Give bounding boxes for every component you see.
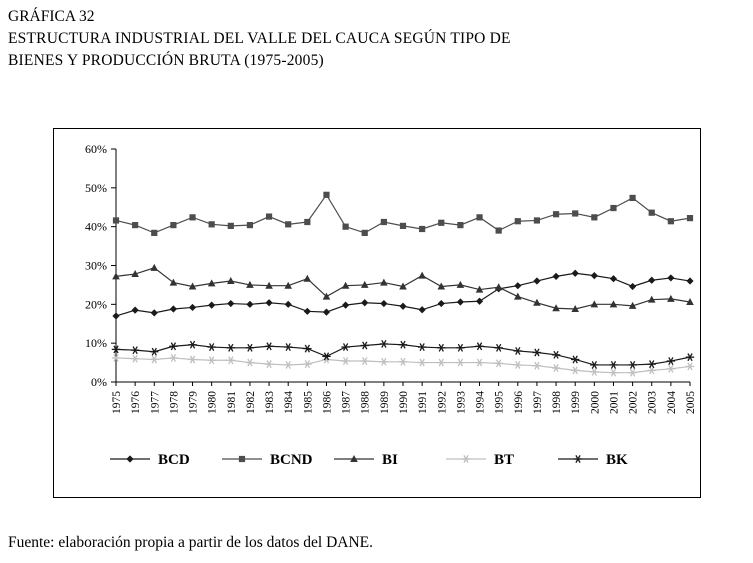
data-point — [419, 226, 425, 232]
data-point — [189, 304, 196, 311]
data-point — [399, 358, 407, 365]
data-point — [438, 300, 445, 307]
data-point — [227, 357, 235, 364]
data-point — [572, 270, 579, 277]
data-point — [150, 348, 158, 355]
source-note: Fuente: elaboración propia a partir de los datos del DANE. — [8, 534, 373, 551]
data-point — [591, 214, 597, 220]
data-point — [247, 222, 253, 228]
data-point — [361, 342, 369, 349]
x-tick-label: 1979 — [187, 391, 200, 414]
data-point — [437, 344, 445, 351]
series-bcnd — [113, 192, 693, 236]
data-point — [113, 217, 119, 223]
data-point — [668, 218, 674, 224]
data-point — [571, 356, 579, 363]
data-point — [246, 344, 254, 351]
data-point — [437, 359, 445, 366]
x-tick-label: 1995 — [493, 391, 506, 414]
data-point — [246, 301, 253, 308]
y-tick-label: 10% — [85, 336, 107, 351]
page-title — [8, 6, 748, 72]
data-point — [572, 210, 578, 216]
data-point — [228, 223, 234, 229]
data-point — [590, 368, 598, 375]
x-tick-label: 1998 — [551, 390, 564, 414]
series-bk — [112, 340, 694, 368]
data-point — [418, 343, 426, 350]
x-tick-label: 1993 — [455, 391, 468, 414]
data-point — [304, 308, 311, 315]
x-tick-label: 1982 — [244, 391, 257, 414]
legend-label: BCD — [158, 452, 190, 468]
x-tick-label: 1980 — [206, 391, 219, 414]
y-tick-label: 20% — [85, 297, 107, 312]
data-point — [628, 369, 636, 376]
x-tick-label: 2002 — [627, 391, 640, 414]
data-point — [571, 367, 579, 374]
data-point — [494, 344, 502, 351]
data-point — [419, 306, 426, 313]
data-point — [150, 356, 158, 363]
data-point — [514, 361, 522, 368]
legend-item-bcnd[interactable] — [222, 452, 313, 468]
data-point — [667, 365, 675, 372]
x-tick-label: 1997 — [531, 391, 544, 414]
chart-container — [53, 128, 701, 498]
data-point — [304, 219, 310, 225]
data-point — [361, 357, 369, 364]
data-point — [323, 309, 330, 316]
data-point — [112, 312, 119, 319]
legend — [110, 452, 628, 468]
data-point — [591, 272, 598, 279]
title-line-1: GRÁFICA 32 — [8, 8, 95, 25]
data-point — [686, 277, 693, 284]
data-point — [649, 210, 655, 216]
data-point — [188, 356, 196, 363]
data-point — [169, 343, 177, 350]
y-axis — [85, 142, 116, 389]
x-tick-label: 1989 — [378, 391, 391, 414]
data-point — [132, 307, 139, 314]
data-point — [630, 195, 636, 201]
data-point — [189, 214, 195, 220]
x-tick-label: 1986 — [321, 391, 334, 414]
data-point — [533, 349, 541, 356]
data-point — [323, 192, 329, 198]
data-point — [457, 222, 463, 228]
data-point — [533, 277, 540, 284]
y-tick-label: 0% — [91, 375, 107, 389]
x-tick-label: 1996 — [512, 391, 525, 414]
data-point — [628, 361, 636, 368]
x-tick-label: 1981 — [225, 391, 238, 414]
data-point — [362, 230, 368, 236]
line-chart — [54, 129, 702, 499]
data-point — [170, 222, 176, 228]
data-point — [170, 305, 177, 312]
data-point — [342, 302, 349, 309]
data-point — [533, 362, 541, 369]
data-point — [207, 343, 215, 350]
data-point — [686, 354, 694, 361]
data-point — [341, 343, 349, 350]
data-point — [457, 281, 465, 288]
data-point — [207, 357, 215, 364]
data-point — [150, 264, 158, 271]
data-point — [132, 222, 138, 228]
data-point — [126, 455, 133, 462]
data-point — [284, 343, 292, 350]
data-point — [303, 345, 311, 352]
data-point — [610, 275, 617, 282]
data-point — [380, 300, 387, 307]
x-tick-label: 1999 — [570, 391, 583, 414]
data-point — [343, 224, 349, 230]
data-point — [648, 277, 655, 284]
legend-item-bi[interactable] — [334, 452, 398, 468]
data-point — [380, 279, 388, 286]
data-point — [169, 354, 177, 361]
data-point — [667, 357, 675, 364]
data-point — [496, 227, 502, 233]
data-point — [284, 361, 292, 368]
x-axis — [111, 382, 697, 414]
x-tick-label: 1990 — [398, 391, 410, 414]
data-point — [590, 361, 598, 368]
data-point — [574, 455, 582, 462]
data-point — [303, 360, 311, 367]
data-point — [609, 361, 617, 368]
x-tick-label: 1983 — [264, 391, 277, 414]
data-point — [151, 230, 157, 236]
data-point — [227, 344, 235, 351]
data-point — [667, 274, 674, 281]
data-point — [399, 303, 406, 310]
data-point — [552, 351, 560, 358]
data-point — [381, 219, 387, 225]
x-tick-label: 1991 — [417, 391, 430, 414]
x-tick-label: 1978 — [168, 391, 181, 414]
title-line-2: ESTRUCTURA INDUSTRIAL DEL VALLE DEL CAUCA SEGÚN TIPO DE — [8, 30, 511, 47]
legend-item-bcd[interactable] — [110, 452, 190, 468]
data-point — [609, 369, 617, 376]
title-line-3: BIENES Y PRODUCCIÓN BRUTA (1975-2005) — [8, 52, 324, 69]
data-point — [514, 347, 522, 354]
series-bcd — [112, 270, 693, 320]
legend-label: BI — [382, 452, 398, 468]
data-point — [514, 293, 522, 300]
x-tick-label: 2003 — [646, 391, 659, 414]
data-point — [648, 360, 656, 367]
data-point — [475, 343, 483, 350]
data-point — [285, 221, 291, 227]
data-point — [667, 295, 675, 302]
x-tick-label: 1987 — [340, 391, 353, 414]
x-tick-label: 1976 — [130, 391, 143, 414]
data-point — [476, 298, 483, 305]
data-point — [629, 283, 636, 290]
data-point — [418, 272, 426, 279]
data-point — [687, 215, 693, 221]
legend-label: BK — [606, 452, 628, 468]
y-tick-label: 40% — [85, 219, 107, 234]
data-point — [552, 364, 560, 371]
data-point — [648, 367, 656, 374]
y-tick-label: 60% — [85, 142, 107, 156]
x-tick-label: 2001 — [608, 391, 621, 414]
x-tick-label: 1994 — [474, 391, 487, 414]
legend-item-bk[interactable] — [558, 452, 628, 468]
data-point — [515, 218, 521, 224]
legend-label: BCND — [270, 452, 313, 468]
data-point — [494, 360, 502, 367]
x-tick-label: 1988 — [359, 391, 372, 414]
data-point — [266, 213, 272, 219]
x-tick-label: 2000 — [589, 391, 602, 414]
data-point — [552, 273, 559, 280]
data-point — [380, 358, 388, 365]
data-point — [514, 282, 521, 289]
data-point — [304, 275, 312, 282]
data-point — [131, 347, 139, 354]
data-point — [151, 309, 158, 316]
x-tick-label: 1975 — [111, 391, 123, 414]
data-point — [170, 279, 178, 286]
data-point — [227, 300, 234, 307]
data-point — [456, 359, 464, 366]
data-point — [227, 277, 235, 284]
data-point — [131, 355, 139, 362]
y-tick-label: 30% — [85, 258, 107, 273]
x-tick-label: 1992 — [436, 391, 449, 414]
data-point — [265, 360, 273, 367]
x-tick-label: 2005 — [685, 391, 697, 414]
data-point — [495, 283, 503, 290]
legend-item-bt[interactable] — [446, 452, 514, 468]
data-point — [400, 223, 406, 229]
data-point — [246, 359, 254, 366]
data-point — [208, 302, 215, 309]
data-point — [361, 299, 368, 306]
data-point — [265, 343, 273, 350]
data-point — [457, 298, 464, 305]
data-point — [438, 220, 444, 226]
data-point — [399, 341, 407, 348]
data-point — [285, 301, 292, 308]
legend-label: BT — [494, 452, 515, 468]
x-tick-label: 1984 — [283, 391, 296, 414]
x-tick-label: 1977 — [149, 391, 162, 414]
data-point — [456, 344, 464, 351]
data-point — [476, 214, 482, 220]
data-point — [418, 359, 426, 366]
data-point — [553, 211, 559, 217]
data-point — [239, 456, 245, 462]
data-point — [380, 340, 388, 347]
x-tick-label: 1985 — [302, 391, 315, 414]
data-point — [610, 205, 616, 211]
data-point — [534, 217, 540, 223]
data-point — [475, 359, 483, 366]
data-point — [188, 341, 196, 348]
y-tick-label: 50% — [85, 180, 107, 195]
x-tick-label: 2004 — [665, 391, 678, 414]
data-point — [209, 221, 215, 227]
data-point — [341, 357, 349, 364]
data-point — [265, 299, 272, 306]
data-point — [462, 455, 470, 462]
data-point — [686, 363, 694, 370]
